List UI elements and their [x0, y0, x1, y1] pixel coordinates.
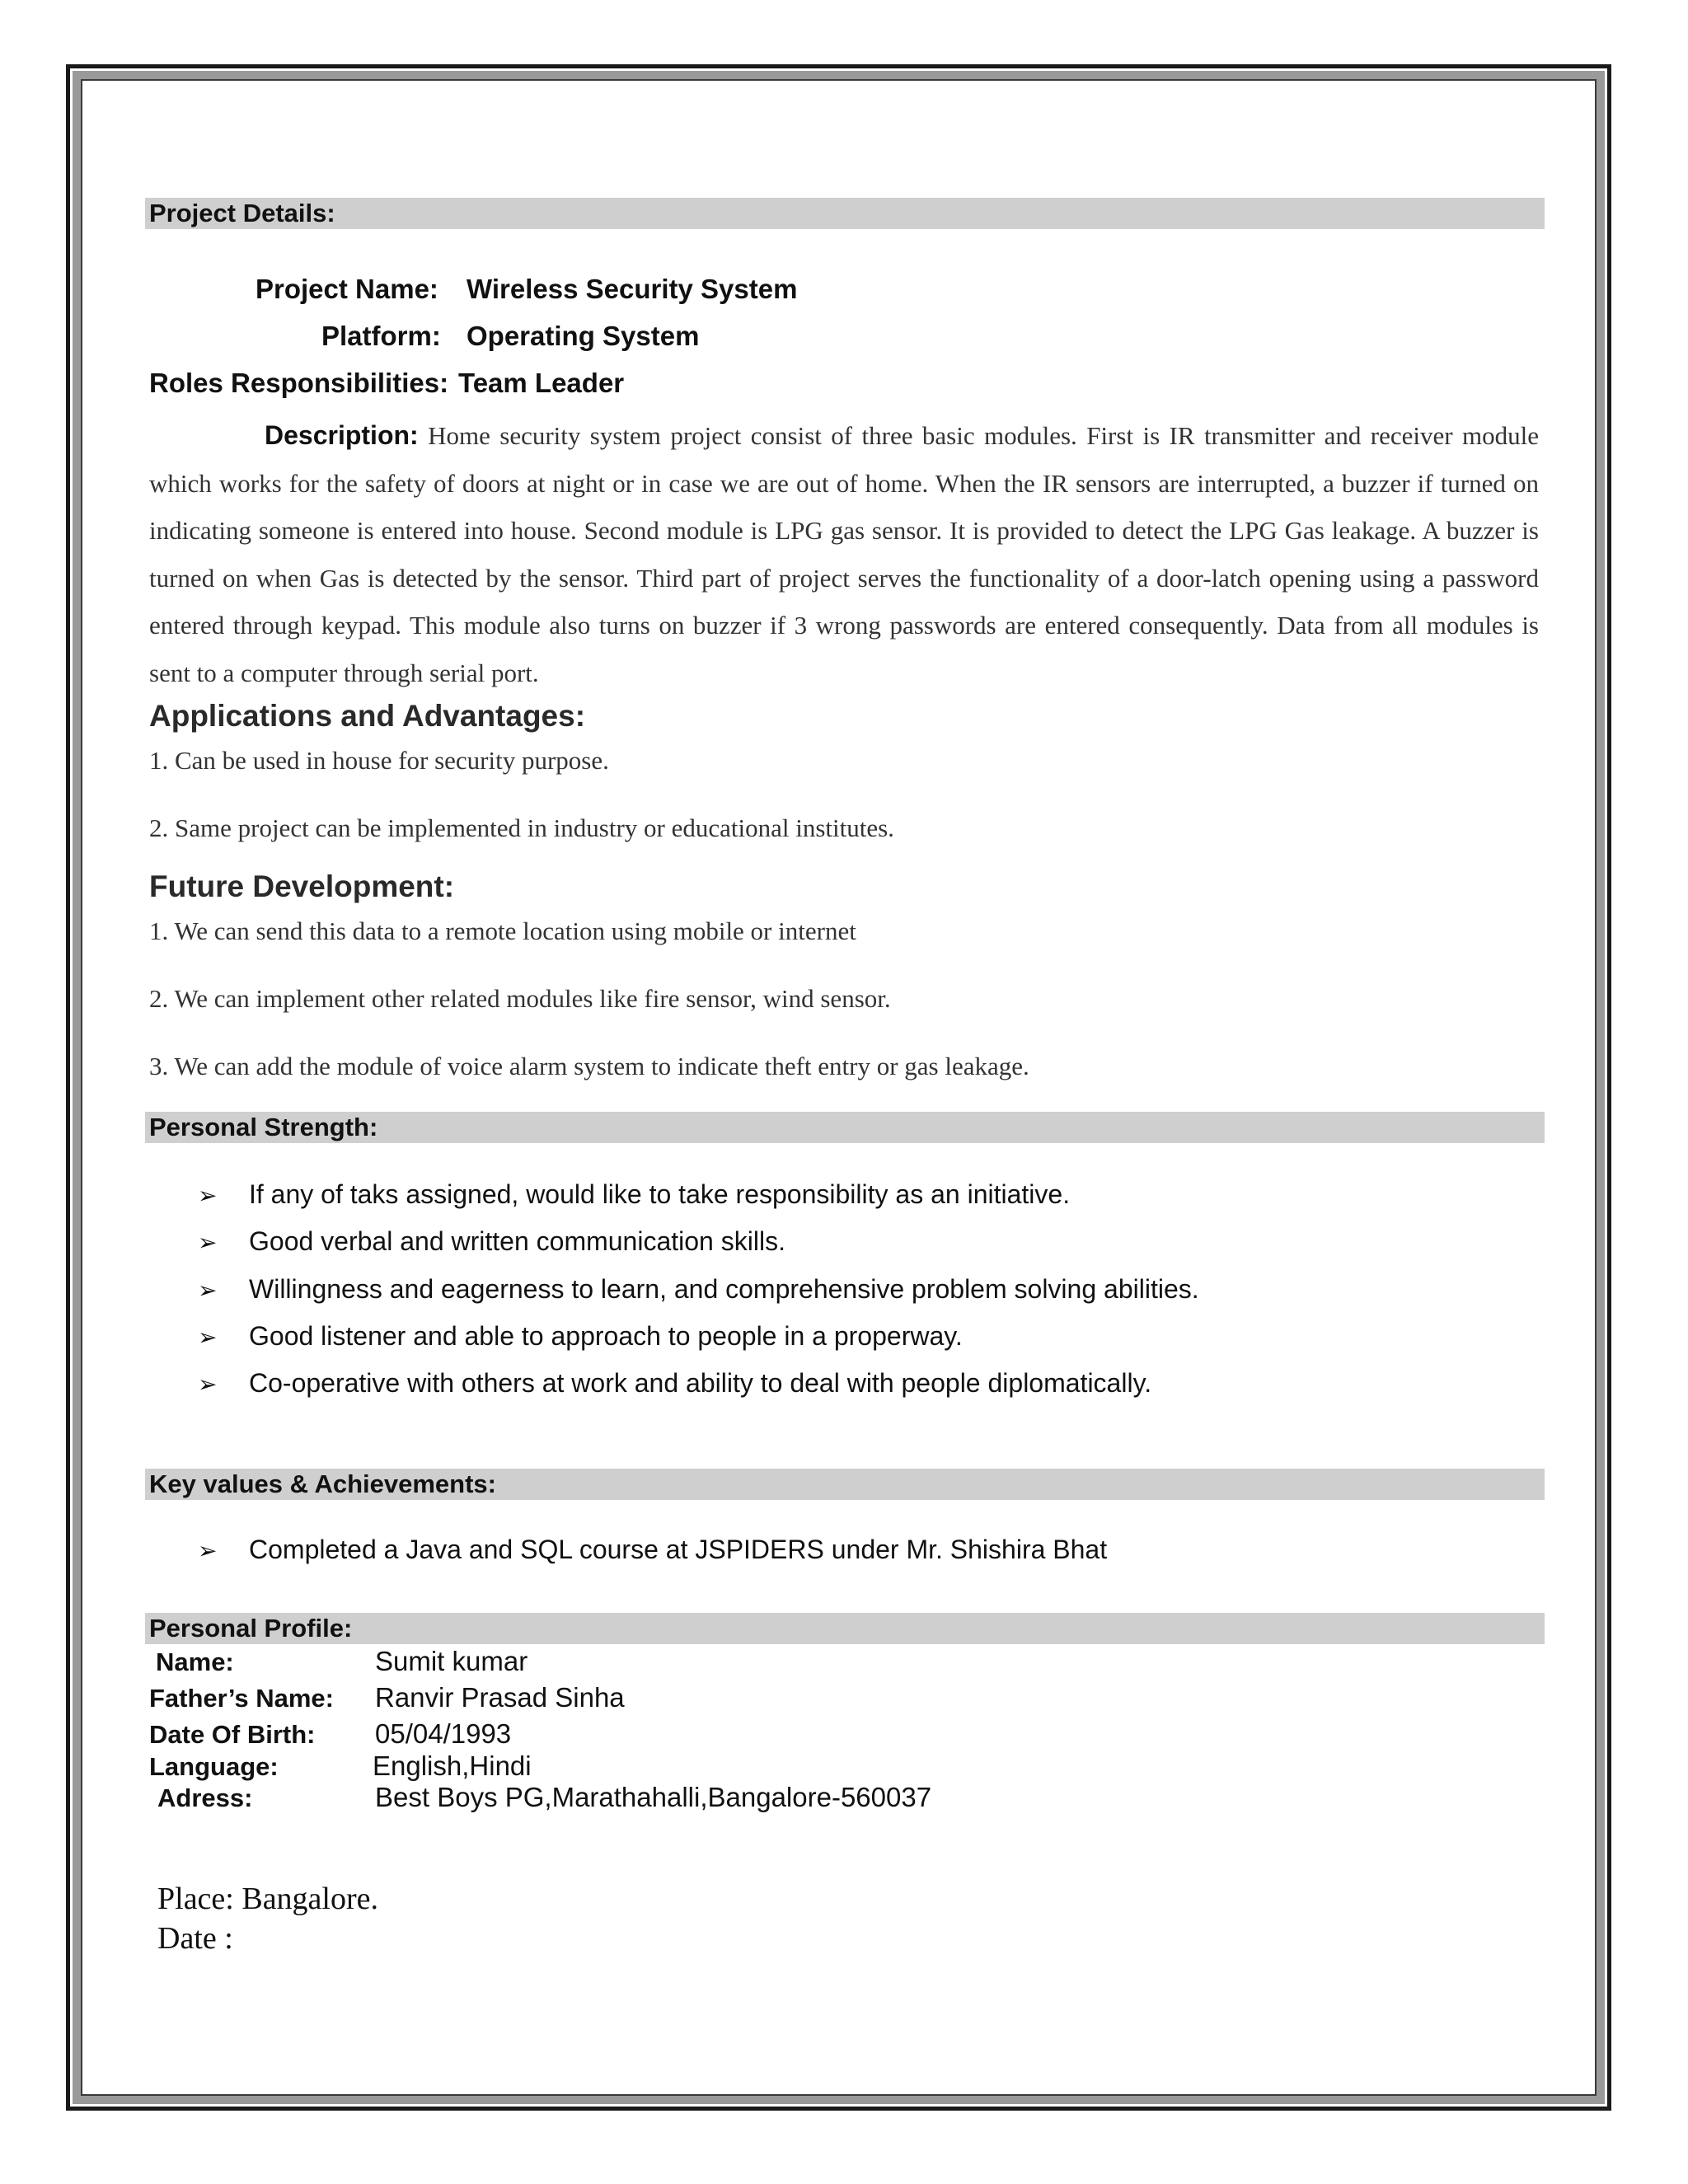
strength-item-text: Good listener and able to approach to people in a properway.: [249, 1321, 963, 1351]
strength-item-text: Willingness and eagerness to learn, and comprehensive problem solving abilities.: [249, 1274, 1199, 1304]
roles-label: Roles Responsibilities:: [149, 368, 449, 398]
profile-dob-value: 05/04/1993: [375, 1718, 512, 1749]
profile-address-value: Best Boys PG,Marathahalli,Bangalore-560037: [375, 1782, 932, 1812]
bullet-arrow-icon: ➢: [198, 1371, 218, 1398]
strength-list-item: [198, 1368, 1151, 1406]
strength-item-text: Co-operative with others at work and ability to deal with people diplomatically.: [249, 1368, 1152, 1398]
achievement-item-text: Completed a Java and SQL course at JSPIDERS under Mr. Shishira Bhat: [249, 1535, 1108, 1564]
project-description: [149, 412, 1539, 697]
future-item: 1. We can send this data to a remote location using mobile or internet: [149, 916, 856, 945]
project-details-heading: Project Details:: [149, 199, 335, 227]
future-item: 2. We can implement other related modules like fire sensor, wind sensor.: [149, 984, 891, 1013]
bullet-arrow-icon: ➢: [198, 1324, 218, 1351]
platform-label: Platform:: [321, 321, 441, 351]
description-label: Description:: [265, 420, 419, 450]
bullet-arrow-icon: ➢: [198, 1277, 218, 1304]
personal-profile-bar: [145, 1613, 1545, 1644]
date-line: Date :: [157, 1921, 233, 1956]
strength-list-item: [198, 1226, 785, 1264]
project-name-label: Project Name:: [256, 274, 438, 304]
strength-list-item: [198, 1321, 963, 1359]
project-details-bar: [145, 198, 1545, 229]
applications-item: 2. Same project can be implemented in industry or educational institutes.: [149, 813, 894, 842]
achievements-heading: Key values & Achievements:: [149, 1469, 496, 1498]
profile-father-value: Ranvir Prasad Sinha: [375, 1682, 625, 1713]
profile-father-label: Father’s Name:: [149, 1684, 334, 1713]
strength-item-text: Good verbal and written communication skills.: [249, 1226, 785, 1256]
profile-name-value: Sumit kumar: [375, 1646, 528, 1676]
description-text: Home security system project consist of three basic modules. First is IR transmitter and receiver module which works for the safety of doors at night or in case we are out of home. When the IR sensors are interrupted, a buzzer if turned on indicating someone is entered into house. Second module is LPG gas sensor. It is provided to detect the LPG Gas leakage. A buzzer is turned on when Gas is detected by the sensor. Third part of project serves the functionality of a door-latch opening using a password entered through keypad. This module also turns on buzzer if 3 wrong passwords are entered consequently. Data from all modules is sent to a computer through serial port.: [149, 421, 1539, 687]
bullet-arrow-icon: ➢: [198, 1229, 218, 1256]
bullet-arrow-icon: ➢: [198, 1182, 218, 1209]
roles-value: Team Leader: [458, 368, 625, 398]
personal-strength-heading: Personal Strength:: [149, 1113, 378, 1141]
platform-value: Operating System: [467, 321, 700, 351]
project-name-value: Wireless Security System: [467, 274, 798, 304]
personal-profile-heading: Personal Profile:: [149, 1614, 353, 1643]
place-line: Place: Bangalore.: [157, 1882, 379, 1916]
applications-heading: Applications and Advantages:: [149, 699, 586, 733]
strength-list-item: [198, 1274, 1199, 1312]
profile-language-label: Language:: [149, 1752, 279, 1781]
profile-language-value: English,Hindi: [373, 1750, 532, 1781]
future-item: 3. We can add the module of voice alarm system to indicate theft entry or gas leakage.: [149, 1052, 1029, 1080]
strength-list-item: [198, 1179, 1070, 1217]
strength-item-text: If any of taks assigned, would like to take responsibility as an initiative.: [249, 1179, 1071, 1209]
profile-dob-label: Date Of Birth:: [149, 1720, 316, 1749]
profile-name-label: Name:: [156, 1647, 234, 1676]
profile-address-label: Adress:: [157, 1783, 253, 1812]
applications-item: 1. Can be used in house for security purpose.: [149, 746, 609, 775]
future-heading: Future Development:: [149, 869, 455, 903]
achievement-list-item: [198, 1535, 1107, 1572]
bullet-arrow-icon: ➢: [198, 1537, 218, 1564]
